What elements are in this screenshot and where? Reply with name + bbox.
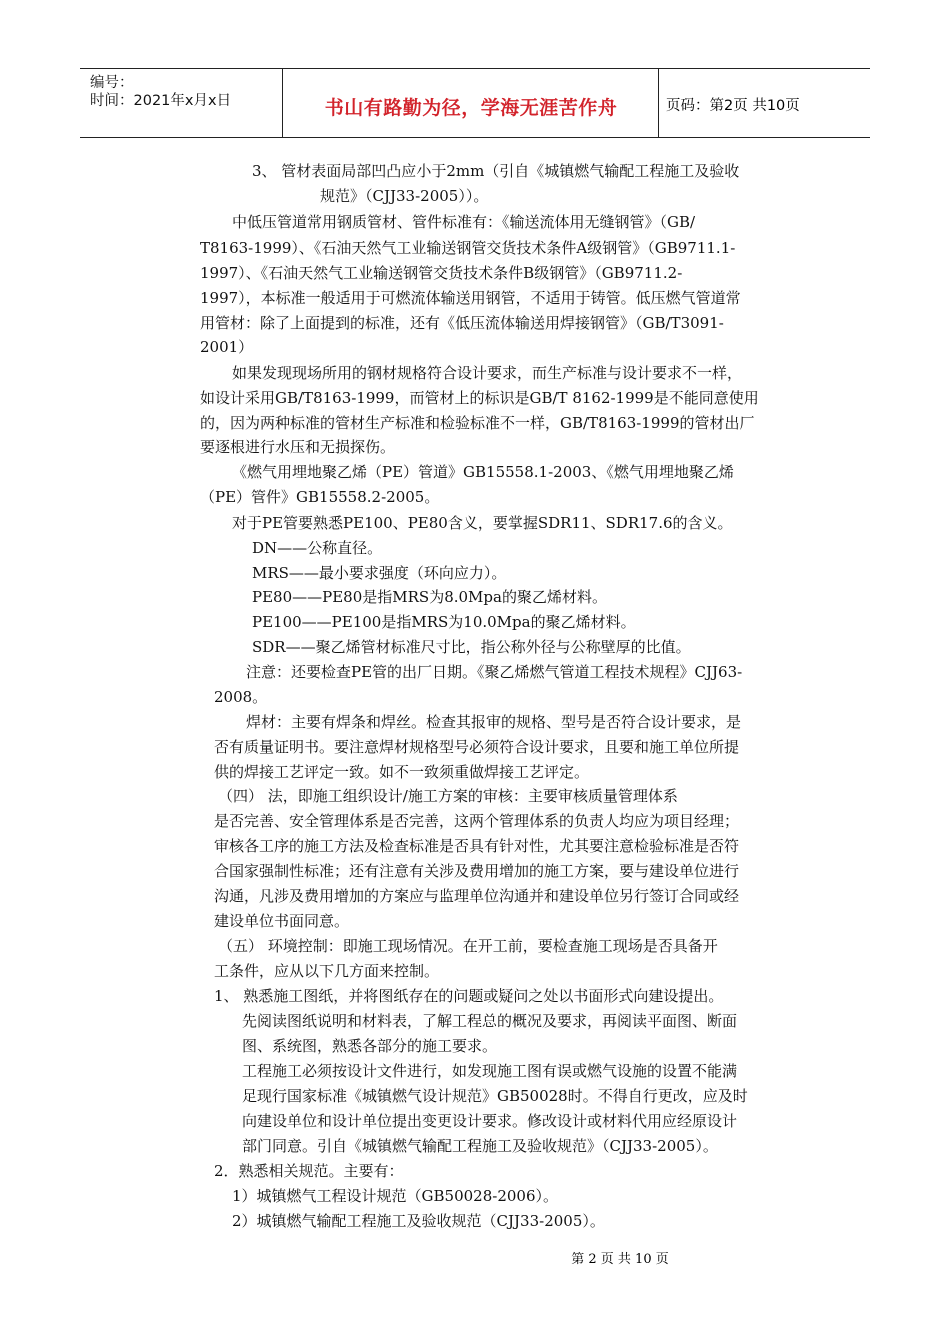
text-line: 2001） xyxy=(200,338,254,356)
text-line: 1997），本标准一般适用于可燃流体输送用钢管，不适用于铸管。低压燃气管道常 xyxy=(200,289,741,307)
page-header xyxy=(80,68,870,138)
text-line: 1、 熟悉施工图纸，并将图纸存在的问题或疑问之处以书面形式向建设提出。 xyxy=(214,987,724,1005)
text-line: 《燃气用埋地聚乙烯（PE）管道》GB15558.1-2003、《燃气用埋地聚乙烯 xyxy=(232,463,734,481)
text-line: 1）城镇燃气工程设计规范（GB50028-2006）。 xyxy=(232,1187,559,1205)
text-line: 注意：还要检查PE管的出厂日期。《聚乙烯燃气管道工程技术规程》CJJ63- xyxy=(246,663,743,681)
text-line: 向建设单位和设计单位提出变更设计要求。修改设计或材料代用应经原设计 xyxy=(242,1112,738,1130)
text-line: SDR——聚乙烯管材标准尺寸比，指公称外径与公称壁厚的比值。 xyxy=(252,638,691,656)
text-line: 先阅读图纸说明和材料表，了解工程总的概况及要求，再阅读平面图、断面 xyxy=(242,1012,738,1030)
page-footer: 第 2 页 共 10 页 xyxy=(571,1252,669,1267)
text-line: T8163-1999）、《石油天然气工业输送钢管交货技术条件A级钢管》（GB9711.1- xyxy=(200,239,736,257)
text-line: 否有质量证明书。要注意焊材规格型号必须符合设计要求，且要和施工单位所提 xyxy=(214,738,740,756)
text-line: 是否完善、安全管理体系是否完善，这两个管理体系的负责人均应为项目经理； xyxy=(214,812,740,830)
text-line: 2）城镇燃气输配工程施工及验收规范（CJJ33-2005）。 xyxy=(232,1212,605,1230)
document-date: 时间：2021年x月x日 xyxy=(90,93,232,109)
text-line: （四） 法，即施工组织设计/施工方案的审核：主要审核质量管理体系 xyxy=(218,787,678,805)
text-line: 足现行国家标准《城镇燃气设计规范》GB50028时。不得自行更改，应及时 xyxy=(242,1087,748,1105)
document-number: 编号： xyxy=(90,75,134,91)
text-line: PE80——PE80是指MRS为8.0Mpa的聚乙烯材料。 xyxy=(252,588,607,606)
text-line: 建设单位书面同意。 xyxy=(214,912,350,930)
text-line: 供的焊接工艺评定一致。如不一致须重做焊接工艺评定。 xyxy=(214,763,590,781)
text-line: 如果发现现场所用的钢材规格符合设计要求，而生产标准与设计要求不一样， xyxy=(232,364,743,382)
text-line: 图、系统图，熟悉各部分的施工要求。 xyxy=(242,1037,498,1055)
text-line: 规范》（CJJ33-2005））。 xyxy=(320,187,489,205)
text-line: 对于PE管要熟悉PE100、PE80含义，要掌握SDR11、SDR17.6的含义。 xyxy=(232,514,733,532)
text-line: 2008。 xyxy=(214,688,268,706)
text-line: 中低压管道常用钢质管材、管件标准有：《输送流体用无缝钢管》（GB/ xyxy=(232,213,696,231)
text-line: 1997）、《石油天然气工业输送钢管交货技术条件B级钢管》（GB9711.2- xyxy=(200,264,683,282)
text-line: 的，因为两种标准的管材生产标准和检验标准不一样，GB/T8163-1999的管材出厂 xyxy=(200,414,755,432)
text-line: 3、 管材表面局部凹凸应小于2mm（引自《城镇燃气输配工程施工及验收 xyxy=(252,162,740,180)
text-line: 工程施工必须按设计文件进行，如发现施工图有误或燃气设施的设置不能满 xyxy=(242,1062,738,1080)
text-line: 沟通，凡涉及费用增加的方案应与监理单位沟通并和建设单位另行签订合同或经 xyxy=(214,887,740,905)
text-line: 审核各工序的施工方法及检查标准是否具有针对性，尤其要注意检验标准是否符 xyxy=(214,837,740,855)
header-page-number: 页码：第2页 共10页 xyxy=(666,98,800,114)
text-line: 要逐根进行水压和无损探伤。 xyxy=(200,438,396,456)
text-line: DN——公称直径。 xyxy=(252,539,383,557)
text-line: 工条件，应从以下几方面来控制。 xyxy=(214,962,440,980)
text-line: （五） 环境控制：即施工现场情况。在开工前，要检查施工现场是否具备开 xyxy=(218,937,718,955)
header-motto: 书山有路勤为径，学海无涯苦作舟 xyxy=(324,97,618,119)
text-line: 部门同意。引自《城镇燃气输配工程施工及验收规范》（CJJ33-2005）。 xyxy=(242,1137,718,1155)
text-line: 合国家强制性标准；还有注意有关涉及费用增加的施工方案，要与建设单位进行 xyxy=(214,862,740,880)
text-line: 焊材：主要有焊条和焊丝。检查其报审的规格、型号是否符合设计要求，是 xyxy=(246,713,742,731)
text-line: 如设计采用GB/T8163-1999，而管材上的标识是GB/T 8162-1999是不能同意使用 xyxy=(200,389,759,407)
text-line: （PE）管件》GB15558.2-2005。 xyxy=(200,488,440,506)
text-line: MRS——最小要求强度（环向应力）。 xyxy=(252,564,507,582)
header-divider xyxy=(282,69,283,137)
header-divider xyxy=(658,69,659,137)
text-line: 2．熟悉相关规范。主要有： xyxy=(214,1162,404,1180)
text-line: 用管材：除了上面提到的标准，还有《低压流体输送用焊接钢管》（GB/T3091- xyxy=(200,314,724,332)
text-line: PE100——PE100是指MRS为10.0Mpa的聚乙烯材料。 xyxy=(252,613,636,631)
